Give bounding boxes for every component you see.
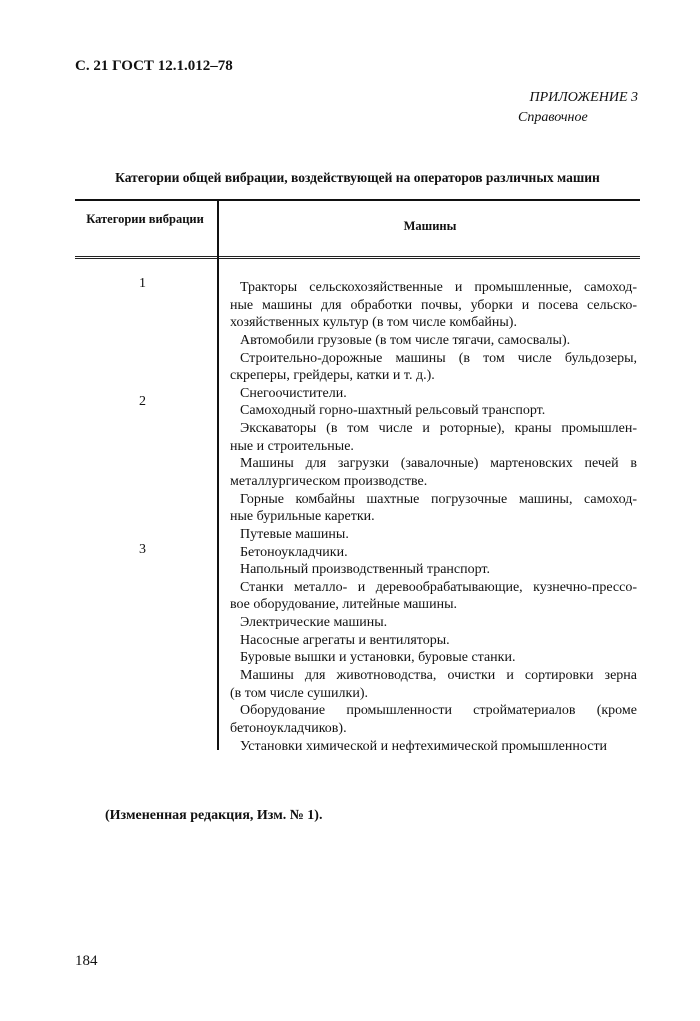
machine-text-line: Установки химической и нефтехимической промышленности [240,738,608,754]
table-title: Категории общей вибрации, воздействующей на операторов различных машин [115,170,600,185]
table-header-rule [75,256,640,259]
table-column-divider [217,201,219,750]
machine-text-line: вое оборудование, литейные машины. [230,597,457,613]
machine-text-line: Самоходный горно-шахтный рельсовый транспорт. [240,403,546,419]
machine-text-line: металлургическом производстве. [230,473,428,489]
appendix-type: Справочное [518,110,588,125]
machine-text-line: ные бурильные каретки. [230,509,375,525]
machine-text-line: ные и строительные. [230,438,354,454]
machine-text-line: скреперы, грейдеры, катки и т. д.). [230,368,435,384]
machine-text-line: ные машины для обработки почвы, уборки и посева сельско- [230,297,637,313]
machine-text-line: (в том числе сушилки). [230,685,368,701]
machine-text-line: Горные комбайны шахтные погрузочные машины, самоход- [240,491,637,507]
machine-text-line: Тракторы сельскохозяйственные и промышленные, самоход- [240,280,637,295]
page-header: С. 21 ГОСТ 12.1.012–78 [75,58,233,74]
machine-text-line: Насосные агрегаты и вентиляторы. [240,632,450,648]
column-header-machines: Машины [403,219,457,233]
revision-note: (Измененная редакция, Изм. № 1). [105,808,323,823]
machine-text-line: бетоноукладчиков). [230,720,347,736]
machine-text-line: Станки металло- и деревообрабатывающие, кузнечно-прессо- [240,579,637,595]
machine-text-line: Буровые вышки и установки, буровые станки. [240,650,516,666]
appendix-title: ПРИЛОЖЕНИЕ 3 [529,90,638,105]
machine-text-line: Автомобили грузовые (в том числе тягачи, самосвалы). [240,332,571,348]
column-header-category: Категории вибрации [86,212,204,226]
machine-text-line: Снегоочистители. [240,385,347,401]
category-cell: 1 [139,276,146,291]
machine-text-line: Экскаваторы (в том числе и роторные), краны промышлен- [240,421,637,437]
category-cell: 2 [139,394,146,409]
machine-text-line: Машины для животноводства, очистки и сортировки зерна [240,667,637,683]
appendix-label [480,88,638,128]
machine-text-line: Строительно-дорожные машины (в том числе бульдозеры, [240,350,637,366]
machine-text-line: Оборудование промышленности стройматериалов (кроме [240,703,637,719]
category-cell: 3 [139,542,146,557]
machine-text-line: Напольный производственный транспорт. [240,562,490,578]
machine-text-line: Машины для загрузки (завалочные) мартеновских печей в [240,456,637,472]
machine-text-line: Путевые машины. [240,526,349,542]
machine-text-line: Бетоноукладчики. [240,544,348,560]
page-number: 184 [75,953,98,969]
machine-text-line: хозяйственных культур (в том числе комбайны). [230,315,517,331]
machine-text-line: Электрические машины. [240,615,388,631]
table-top-rule [75,199,640,201]
machines-list [230,279,637,755]
